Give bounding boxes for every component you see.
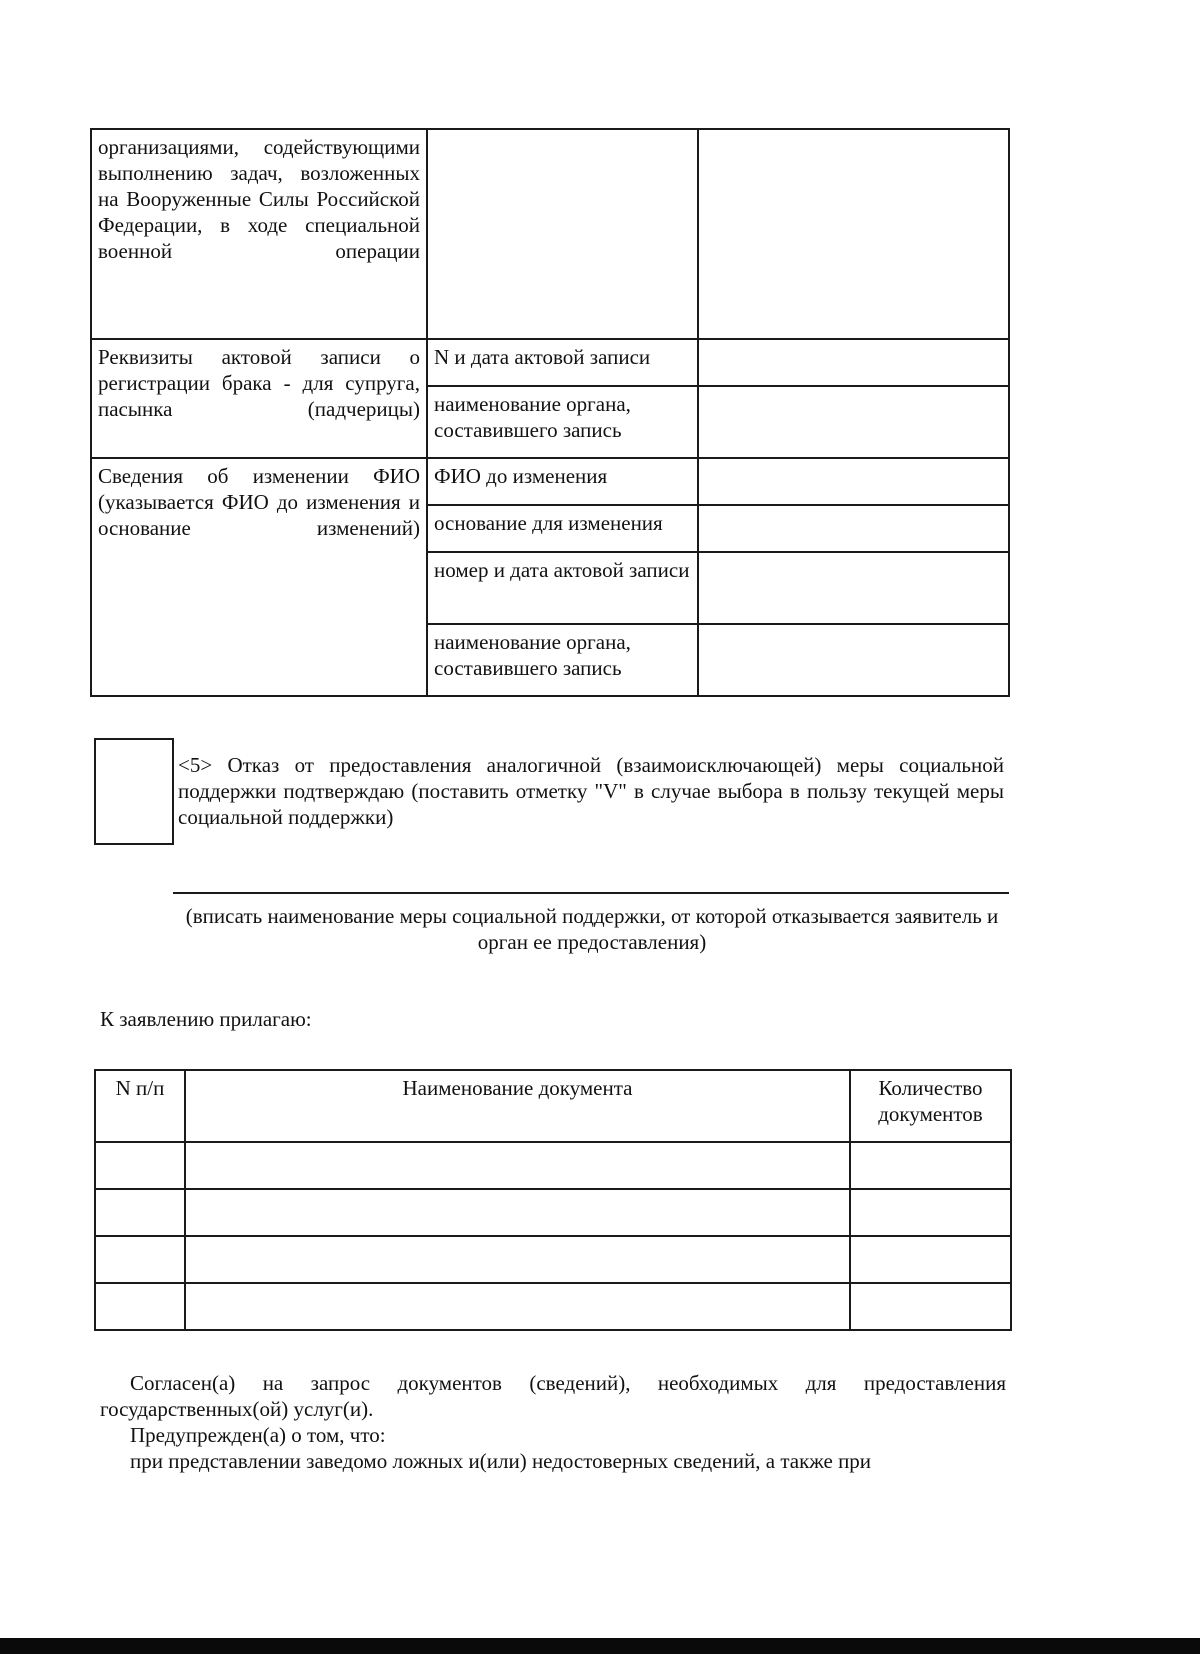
cell-number[interactable] — [95, 1236, 185, 1283]
name-change-field-label: наименование органа, составившего запись — [427, 624, 698, 696]
table-row — [95, 1236, 1011, 1283]
record-number-input[interactable] — [698, 552, 1009, 624]
name-change-field-label: номер и дата актовой записи — [427, 552, 698, 624]
cell-count[interactable] — [850, 1236, 1011, 1283]
record-authority-input[interactable] — [698, 624, 1009, 696]
marriage-authority-input[interactable] — [698, 386, 1009, 458]
cell-count[interactable] — [850, 1283, 1011, 1330]
table-row — [95, 1142, 1011, 1189]
column-header-count: Количество документов — [850, 1070, 1011, 1142]
column-header-document: Наименование документа — [185, 1070, 850, 1142]
cell-document[interactable] — [185, 1142, 850, 1189]
cell-number[interactable] — [95, 1189, 185, 1236]
empty-cell — [427, 129, 698, 339]
attachments-table — [94, 1069, 1012, 1331]
change-basis-input[interactable] — [698, 505, 1009, 552]
marriage-field-label: наименование органа, составившего запись — [427, 386, 698, 458]
marriage-field-label: N и дата актовой записи — [427, 339, 698, 386]
table-header-row — [95, 1070, 1011, 1142]
cell-count[interactable] — [850, 1189, 1011, 1236]
marriage-label: Реквизиты актовой записи о регистрации брака - для супруга, пасынка (падчерицы) — [98, 345, 420, 421]
cell-document[interactable] — [185, 1236, 850, 1283]
name-change-label-cell — [91, 458, 427, 696]
refusal-text: <5> Отказ от предоставления аналогичной (взаимоисключающей) меры социальной поддержки подтверждаю (поставить отметку "V" в случае выбора в пользу текущей меры социальной поддержки) — [178, 753, 1004, 829]
marriage-label-cell — [91, 339, 427, 458]
continuation-cell — [91, 129, 427, 339]
name-change-label: Сведения об изменении ФИО (указывается ФИО до изменения и основание изменений) — [98, 464, 420, 540]
value-cell[interactable] — [698, 129, 1009, 339]
consent-paragraph: Согласен(а) на запрос документов (сведений), необходимых для предоставления государственных(ой) услуг(и). — [100, 1371, 1006, 1421]
name-change-field-label: ФИО до изменения — [427, 458, 698, 505]
refusal-checkbox[interactable] — [94, 738, 174, 845]
table-row — [95, 1283, 1011, 1330]
info-table — [90, 128, 1010, 697]
cell-document[interactable] — [185, 1189, 850, 1236]
cell-number[interactable] — [95, 1142, 185, 1189]
table-row — [91, 129, 1009, 339]
measure-name-hint: (вписать наименование меры социальной поддержки, от которой отказывается заявитель и орган ее предоставления) — [185, 904, 999, 954]
attachments-title: К заявлению прилагаю: — [100, 1007, 312, 1031]
consent-block — [100, 1370, 1006, 1474]
previous-name-input[interactable] — [698, 458, 1009, 505]
column-header-number: N п/п — [95, 1070, 185, 1142]
cell-count[interactable] — [850, 1142, 1011, 1189]
table-row — [91, 458, 1009, 505]
continuation-text: организациями, содействующими выполнению задач, возложенных на Вооруженные Силы Российской Федерации, в ходе специальной военной операции — [98, 135, 420, 263]
measure-name-line[interactable] — [173, 892, 1009, 894]
name-change-field-label: основание для изменения — [427, 505, 698, 552]
table-row — [91, 339, 1009, 386]
table-row — [95, 1189, 1011, 1236]
warning-paragraph: при представлении заведомо ложных и(или) недостоверных сведений, а также при — [130, 1449, 872, 1473]
cell-document[interactable] — [185, 1283, 850, 1330]
marriage-record-number-input[interactable] — [698, 339, 1009, 386]
scan-edge-bar — [0, 1638, 1200, 1654]
warning-heading: Предупрежден(а) о том, что: — [130, 1423, 386, 1447]
cell-number[interactable] — [95, 1283, 185, 1330]
